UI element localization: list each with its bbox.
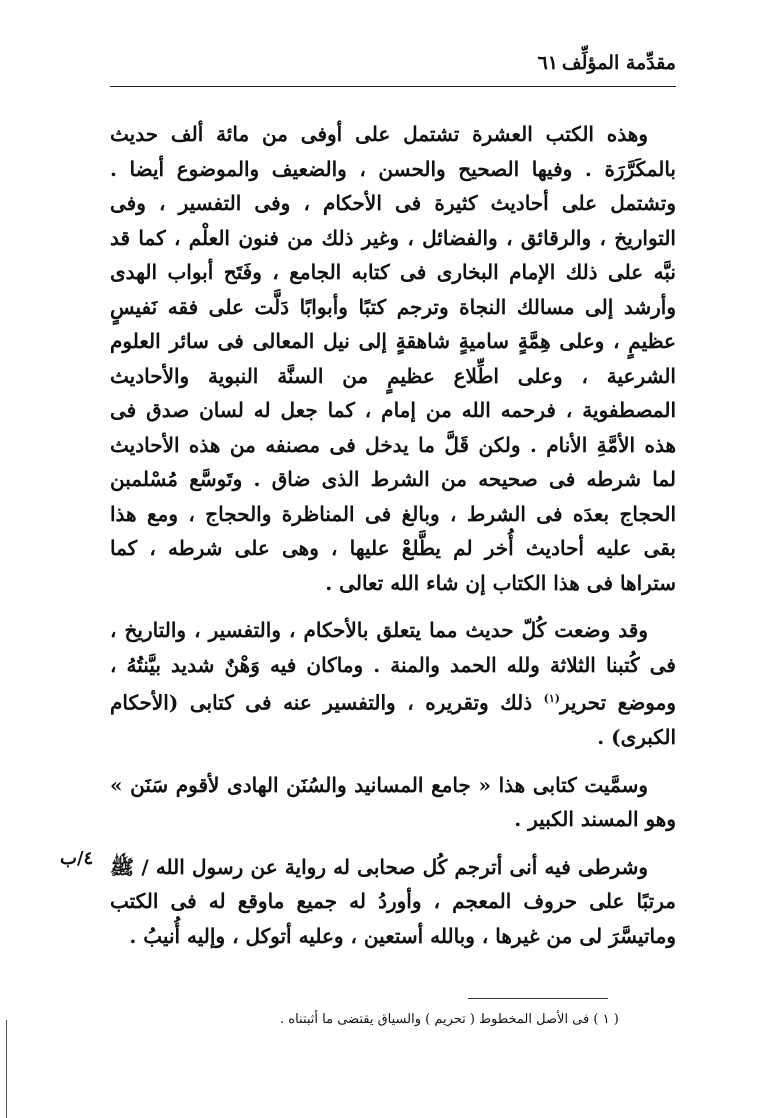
main-text: [110, 117, 676, 966]
page-header: [110, 50, 676, 80]
paragraph-2: [110, 613, 676, 755]
paragraph-2-text: وقد وضعت كُلّ حديث مما يتعلق بالأحكام ، والتفسير ، والتاريخ ، فى كُتبنا الثلاثة ولله الحمد والمنة . وماكان فيه وَهْنٌ شديد بيَّنتُهُ ، وموضع تحرير: [110, 618, 677, 715]
footnote-rule: [468, 998, 608, 999]
paragraph-4: وشرطى فيه أنى أترجم كُل صحابى له رواية عن رسول الله / ﷺ مرتبًا على حروف المعجم ، وأوردُ له جميع ماوقع له فى الكتب وماتيسَّرَ لى من غيرها ، وبالله أستعين ، وعليه أتوكل ، وإليه أُنيبُ .: [110, 854, 676, 948]
page-number: ٦١: [537, 52, 558, 74]
paragraph-1: وهذه الكتب العشرة تشتمل على أوفى من مائة ألف حديث بالمكَرَّرَة . وفيها الصحيح والحسن ، والضعيف والموضوع أيضا . وتشتمل على أحاديث كثيرة فى الأحكام ، وفى التفسير ، وفى التواريخ ، والرقائق ، والفضائل ، وغير ذلك من فنون العلْم ، كما قد نبَّه على ذلك الإمام البخارى فى كتابه الجامع ، وفَتَح أبواب الهدى وأرشد إلى مسالك النجاة وترجم كتبًا وأبوابًا دَلَّت على فقه نَفيسٍ عظيمٍ ، وعلى هِمَّةٍ ساميةٍ شاهقةٍ إلى نيل المعالى فى سائر العلوم الشرعية ، وعلى اطِّلاع عظيمٍ من السنَّة النبوية والأحاديث المصطفوية ، فرحمه الله من إمام ، كما جعل له لسان صدق فى هذه الأمَّةِ الأنام . ولكن قَلَّ ما يدخل فى مصنفه من هذه الأحاديث لما شرطه فى صحيحه من الشرط الذى ضاق . وتَوسَّع مُسْلمبن الحجاج بعدَه فى الشرط ، وبالغ فى المناظرة والحجاج ، ومع هذا بقى عليه أحاديث أُخر لم يطَّلعْ عليها ، وهى على شرطه ، كما ستراها فى هذا الكتاب إن شاء الله تعالى .: [110, 122, 676, 595]
running-title: مقدِّمة المؤلِّف: [561, 52, 676, 74]
paragraph-3: وسمَّيت كتابى هذا « جامع المسانيد والسُنَن الهادى لأقوم سَنَن » وهو المسند الكبير .: [110, 772, 676, 832]
footnote-reference: (١): [543, 692, 561, 705]
header-rule: [110, 86, 676, 87]
page-edge-line: [6, 1020, 7, 1118]
manuscript-folio-marker: ٤/ب: [60, 848, 94, 869]
paragraph-2-tail: ذلك وتقريره ، والتفسير عنه فى كتابى (الأحكام الكبرى) .: [110, 690, 676, 750]
footnote: ( ١ ) فى الأصل المخطوط ( تحريم ) والسياق يقتضى ما أثبتناه .: [280, 1012, 619, 1027]
